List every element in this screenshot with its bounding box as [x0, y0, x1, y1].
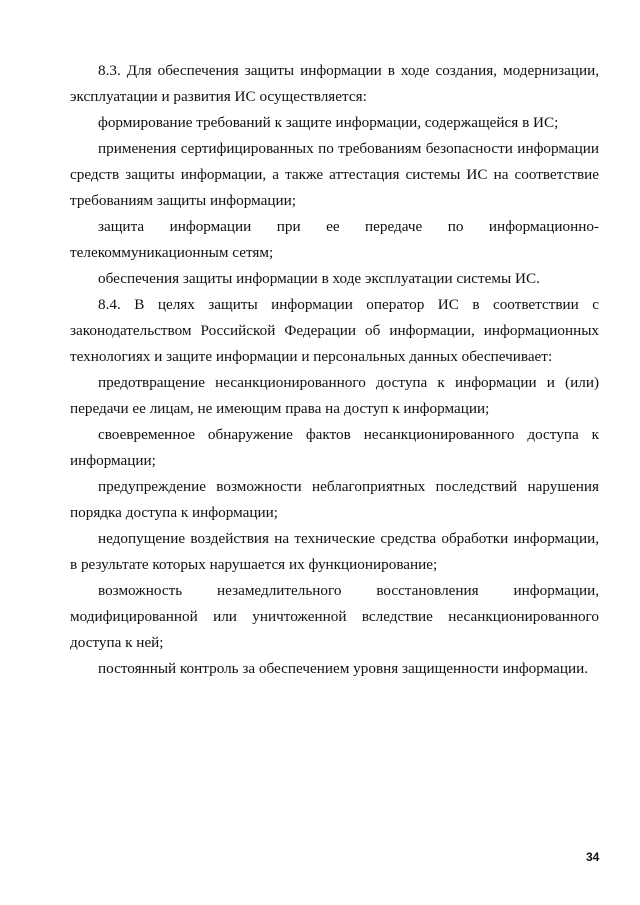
paragraph-8-3-intro: 8.3. Для обеспечения защиты информации в ходе создания, модернизации, эксплуатации и развития ИС осуществляется:: [70, 62, 599, 105]
paragraph-recovery: возможность незамедлительного восстановления информации, модифицированной или уничтоженной вследствие несанкционированного доступа к ней;: [70, 582, 599, 651]
paragraph-prevent-consequences: предупреждение возможности неблагоприятных последствий нарушения порядка доступа к информации;: [70, 478, 599, 521]
paragraph-operation-protection: обеспечения защиты информации в ходе эксплуатации системы ИС.: [98, 270, 540, 287]
document-body: [70, 58, 599, 682]
paragraph-prevent-unauthorized-access: предотвращение несанкционированного доступа к информации и (или) передачи ее лицам, не имеющим права на доступ к информации;: [70, 374, 599, 417]
paragraph-monitoring: постоянный контроль за обеспечением уровня защищенности информации.: [98, 660, 589, 677]
paragraph-network-protection: защита информации при ее передаче по информационно-телекоммуникационным сетям;: [70, 218, 599, 261]
paragraph-timely-detection: своевременное обнаружение фактов несанкционированного доступа к информации;: [70, 426, 599, 469]
paragraph-requirements: формирование требований к защите информации, содержащейся в ИС;: [98, 114, 559, 131]
paragraph-8-4-intro: 8.4. В целях защиты информации оператор ИС в соответствии с законодательством Российской Федерации об информации, информационных технологиях и защите информации и персональных данных обеспечивает:: [70, 296, 599, 365]
page-number: 34: [586, 850, 600, 864]
paragraph-prevent-hardware-impact: недопущение воздействия на технические средства обработки информации, в результате которых нарушается их функционирование;: [70, 530, 599, 573]
paragraph-certified-tools: применения сертифицированных по требованиям безопасности информации средств защиты информации, а также аттестация системы ИС на соответствие требованиям защиты информации;: [70, 140, 599, 209]
